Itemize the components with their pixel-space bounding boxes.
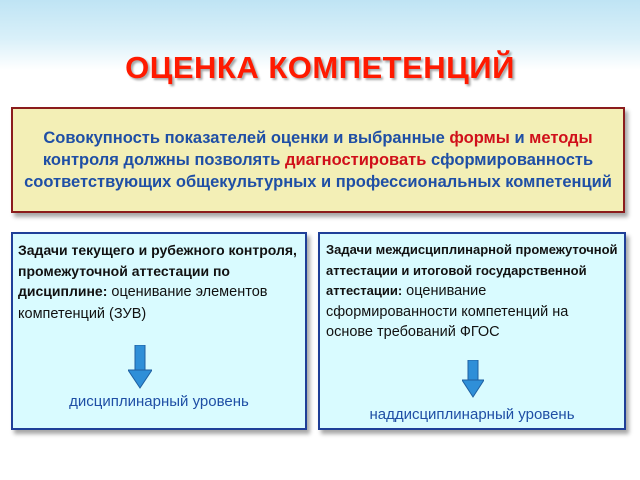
right-panel-heading: Задачи междисциплинарной промежуточной аттестации и итоговой государственной аттестации:: [326, 242, 618, 298]
arrow-down-icon: [128, 345, 152, 389]
right-panel-text: [326, 240, 618, 343]
left-panel-body: оценивание элементов компетенций (ЗУВ): [18, 284, 268, 322]
summary-part-2: и: [509, 129, 530, 147]
left-panel-text: [18, 240, 300, 324]
left-level-label: дисциплинарный уровень: [69, 393, 249, 410]
arrow-down-icon: [462, 360, 484, 398]
summary-box: [11, 107, 625, 213]
summary-text: [19, 127, 617, 193]
summary-part-3: контроля должны позволять: [42, 151, 285, 169]
right-panel: [318, 232, 626, 430]
summary-highlight-diagnose: диагностировать: [285, 151, 427, 169]
left-panel-heading: Задачи текущего и рубежного контроля, промежуточной аттестации по дисциплине:: [18, 242, 297, 299]
right-level-label: наддисциплинарный уровень: [369, 406, 575, 423]
summary-highlight-methods: методы: [529, 129, 593, 147]
summary-highlight-forms: формы: [449, 129, 510, 147]
slide-title: ОЦЕНКА КОМПЕТЕНЦИЙ: [125, 50, 515, 85]
right-panel-body: оценивание сформированности компетенций на основе требований ФГОС: [326, 283, 569, 340]
summary-part-4: сформированность соответствующих общекультурных и профессиональных компетенций: [24, 151, 612, 191]
summary-part-1: Совокупность показателей оценки и выбранные: [43, 129, 450, 147]
